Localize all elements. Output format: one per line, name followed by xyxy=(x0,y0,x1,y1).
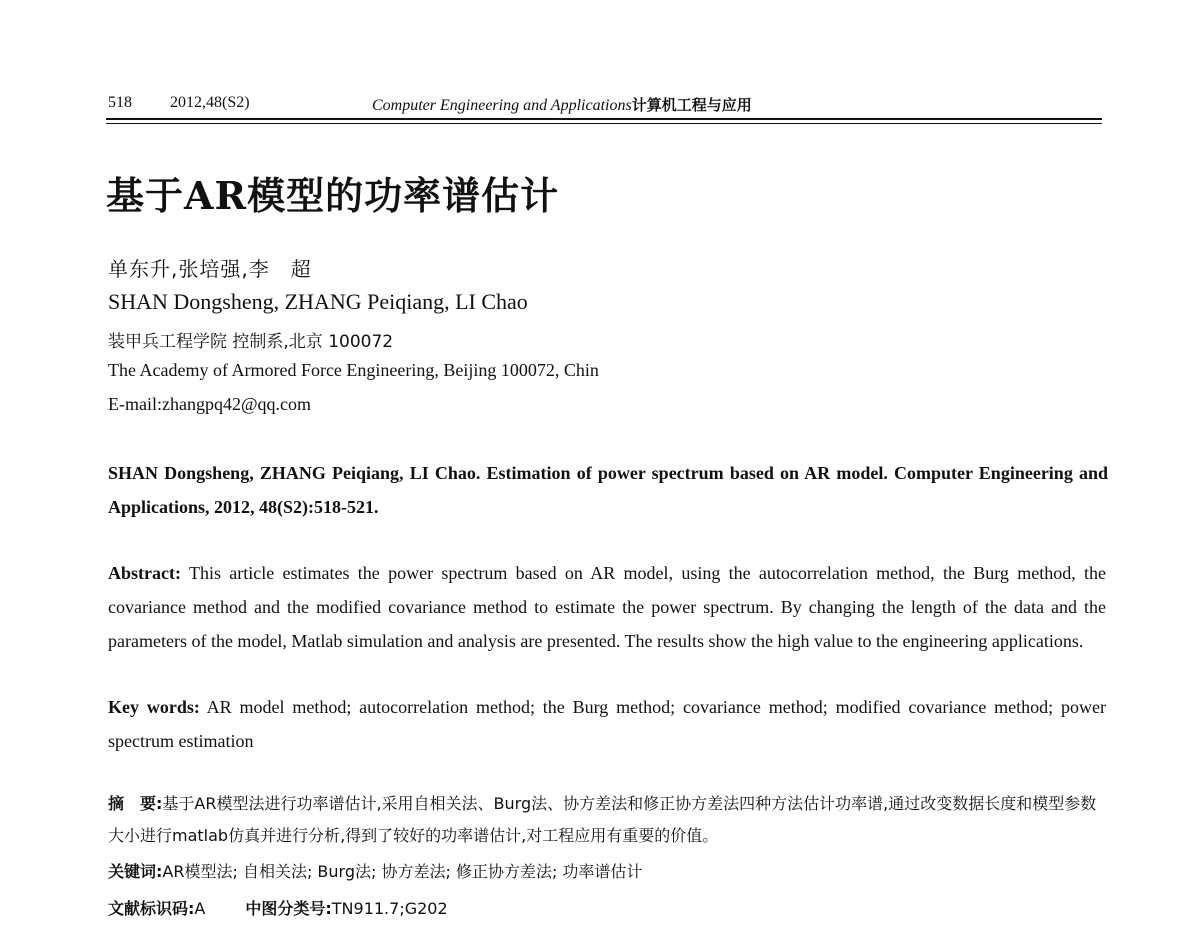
author-email: E-mail:zhangpq42@qq.com xyxy=(108,394,312,414)
keywords-chinese xyxy=(108,856,642,888)
keywords-label: Key words: xyxy=(108,697,200,717)
authors-chinese: 单东升,张培强,李 超 xyxy=(108,257,312,281)
classification-codes xyxy=(108,893,448,925)
authors-english: SHAN Dongsheng, ZHANG Peiqiang, LI Chao xyxy=(108,289,528,314)
clc-value: TN911.7;G202 xyxy=(331,899,448,918)
citation: SHAN Dongsheng, ZHANG Peiqiang, LI Chao. Estimation of power spectrum based on AR model. Computer Engineering and Applications, 2012, 48(S2):518-521. xyxy=(108,463,1108,517)
abstract-text: This article estimates the power spectrum based on AR model, using the autocorrelation method, the Burg method, the covariance method and the modified covariance method to estimate the power spectrum. By changing the length of the data and the parameters of the model, Matlab simulation and analysis are presented. The results show the high value to the engineering applications. xyxy=(108,563,1106,651)
journal-name-cn: 计算机工程与应用 xyxy=(631,96,752,114)
affiliation-chinese: 装甲兵工程学院 控制系,北京 100072 xyxy=(108,332,394,352)
journal-name xyxy=(372,94,752,115)
running-header xyxy=(108,94,1104,118)
volume-issue: 2012,48(S2) xyxy=(170,94,250,111)
keywords-text: AR model method; autocorrelation method; the Burg method; covariance method; modified covariance method; power spectrum estimation xyxy=(108,697,1106,751)
paper-title: 基于AR模型的功率谱估计 xyxy=(106,173,560,218)
doc-code-value: A xyxy=(194,899,206,918)
abstract-english xyxy=(108,556,1106,658)
keywords-english xyxy=(108,690,1106,758)
keywords-cn-text: AR模型法; 自相关法; Burg法; 协方差法; 修正协方差法; 功率谱估计 xyxy=(162,862,643,881)
abstract-label: Abstract: xyxy=(108,563,181,583)
abstract-cn-text: 基于AR模型法进行功率谱估计,采用自相关法、Burg法、协方差法和修正协方差法四种方法估计功率谱,通过改变数据长度和模型参数大小进行matlab仿真并进行分析,得到了较好的功率谱估计,对工程应用有重要的价值。 xyxy=(108,794,1097,845)
abstract-cn-label: 摘 要: xyxy=(108,794,163,813)
journal-name-en: Computer Engineering and Applications xyxy=(372,97,632,114)
doc-code-label: 文献标识码: xyxy=(108,899,195,918)
page-number: 518 xyxy=(108,94,132,111)
keywords-cn-label: 关键词: xyxy=(108,862,163,881)
header-rule-thick xyxy=(106,118,1102,120)
abstract-chinese xyxy=(108,788,1108,852)
affiliation-english: The Academy of Armored Force Engineering, Beijing 100072, Chin xyxy=(108,360,599,380)
header-rule-thin xyxy=(106,123,1102,124)
clc-label: 中图分类号: xyxy=(245,899,332,918)
